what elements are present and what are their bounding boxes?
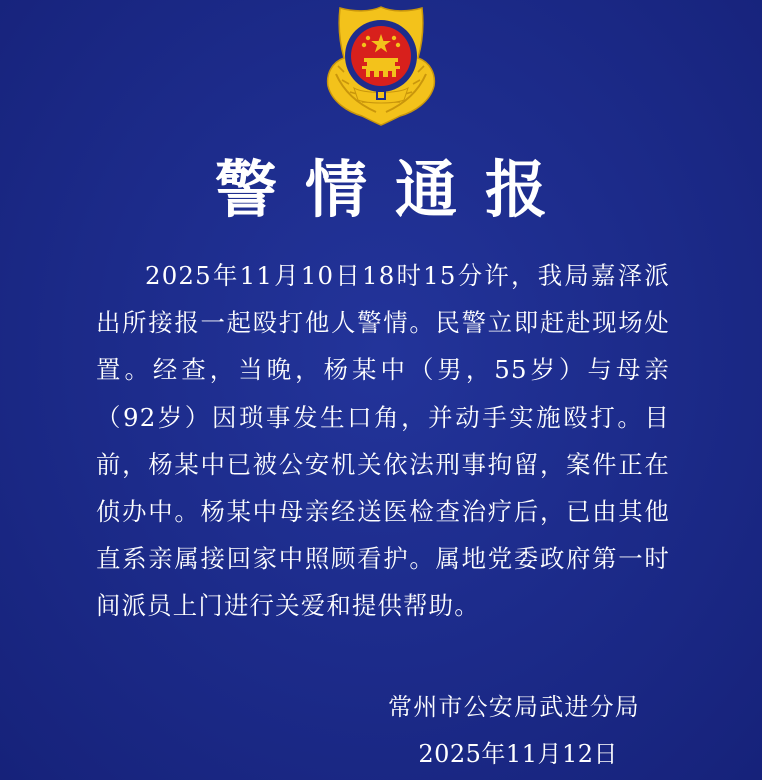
police-emblem-icon <box>318 4 444 126</box>
issue-date: 2025年11月12日 <box>418 740 618 768</box>
notice-body: 2025年11月10日18时15分许，我局嘉泽派出所接报一起殴打他人警情。民警立即赶赴现场处置。经查，当晚，杨某中（男，55岁）与母亲（92岁）因琐事发生口角，并动手实施殴打。目前，杨某中已被公安机关依法刑事拘留，案件正在侦办中。杨某中母亲经送医检查治疗后，已由其他直系亲属接回家中照顾看护。属地党委政府第一时间派员上门进行关爱和提供帮助。 <box>96 261 670 621</box>
issuer-signature: 常州市公安局武进分局 <box>388 693 640 721</box>
page-title: 警情通报 <box>214 153 575 226</box>
